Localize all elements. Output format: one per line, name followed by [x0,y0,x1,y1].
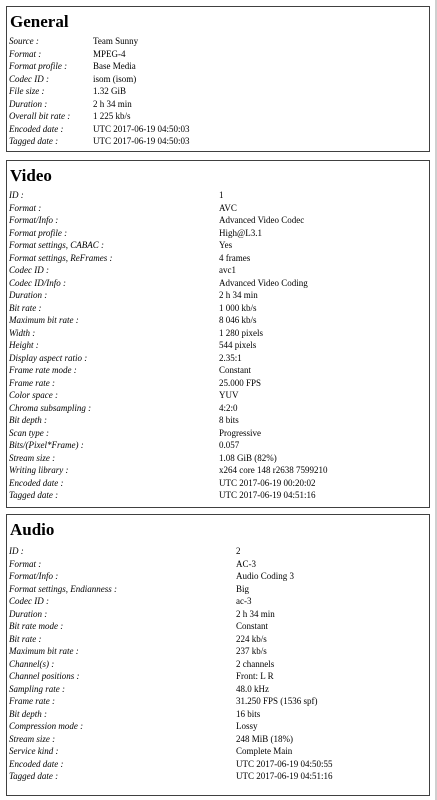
field-label: Frame rate mode : [9,365,77,375]
field-label: Bit rate mode : [9,621,64,631]
field-label: Stream size : [9,452,56,463]
field-value: 16 bits [236,708,261,719]
general-info-row [9,98,190,111]
general-info-row [9,135,190,148]
video-info-row [9,352,327,365]
field-label: Source : [9,36,39,46]
video-info-row [9,452,327,465]
video-info-row [9,364,327,377]
video-info-row [9,377,327,390]
field-label: Format settings, CABAC : [9,240,104,250]
video-table [9,189,327,502]
field-label: Format/Info : [9,215,59,225]
field-value: YUV [219,390,239,400]
field-label: Color space : [9,390,58,400]
field-value: 8 046 kb/s [219,315,257,325]
field-value: 1 000 kb/s [219,302,257,313]
field-label: Service kind : [9,746,59,756]
field-label: Codec ID : [9,73,49,84]
field-label: Maximum bit rate : [9,646,79,656]
field-label: Format : [9,48,42,59]
field-label: Encoded date : [9,123,64,134]
general-info-row [9,48,190,61]
field-label: Display aspect ratio : [9,352,88,363]
field-value: isom (isom) [93,73,137,84]
field-value: Constant [219,365,252,375]
field-label: Bit rate : [9,633,42,644]
field-value: Progressive [219,427,261,438]
field-label: Format : [9,558,42,569]
field-value: Yes [219,240,233,250]
audio-info-row [9,695,333,708]
audio-info-row [9,570,333,583]
field-value: 2 h 34 min [236,608,275,619]
field-value: 1.32 GiB [93,86,127,96]
video-info-row [9,264,327,277]
field-label: Channel(s) : [9,658,55,669]
audio-info-row [9,670,333,683]
video-info-row [9,439,327,452]
field-label: Duration : [9,98,48,109]
field-value: 2 h 34 min [93,98,132,109]
field-value: 2 channels [236,658,275,669]
general-info-row [9,85,190,98]
field-label: Frame rate : [9,696,55,706]
audio-info-row [9,758,333,771]
field-value: UTC 2017-06-19 04:51:16 [236,771,333,781]
field-label: Bit rate : [9,302,42,313]
field-label: Scan type : [9,427,49,438]
audio-info-row [9,645,333,658]
general-heading: General [10,12,69,31]
audio-info-row [9,658,333,671]
field-label: Chroma subsampling : [9,402,92,413]
field-value: 2 h 34 min [219,290,258,300]
field-value: 237 kb/s [236,646,267,656]
field-value: Audio Coding 3 [236,571,295,581]
general-info-row [9,123,190,136]
field-value: ac-3 [236,596,252,606]
field-label: Format/Info : [9,571,59,581]
field-label: Width : [9,327,36,338]
video-info-row [9,227,327,240]
field-value: 544 pixels [219,340,257,350]
field-label: Duration : [9,608,48,619]
audio-info-row [9,720,333,733]
field-label: Codec ID : [9,265,49,275]
general-info-row [9,60,190,73]
field-value: Base Media [93,61,136,71]
field-value: 2 [236,546,241,556]
field-label: ID : [9,190,24,200]
field-value: 2.35:1 [219,352,242,363]
video-info-row [9,189,327,202]
field-label: Height : [9,340,39,350]
video-info-row [9,302,327,315]
field-value: UTC 2017-06-19 04:50:55 [236,758,333,769]
general-section [6,6,430,152]
field-value: AVC [219,202,237,213]
field-label: Format settings, Endianness : [9,583,117,594]
field-value: Constant [236,621,269,631]
audio-info-row [9,633,333,646]
field-value: MPEG-4 [93,48,126,59]
field-label: Encoded date : [9,758,64,769]
general-info-row [9,35,190,48]
audio-table [9,545,333,783]
audio-info-row [9,708,333,721]
field-value: Team Sunny [93,36,139,46]
video-info-row [9,314,327,327]
field-label: Tagged date : [9,136,59,146]
field-label: Stream size : [9,733,56,744]
field-value: 0.057 [219,440,240,450]
general-table [9,35,190,148]
video-info-row [9,289,327,302]
field-label: File size : [9,86,45,96]
field-value: UTC 2017-06-19 04:50:03 [93,136,190,146]
field-value: 48.0 kHz [236,683,269,694]
field-value: Big [236,583,250,594]
audio-info-row [9,733,333,746]
video-info-row [9,389,327,402]
field-value: Front: L R [236,671,274,681]
field-label: ID : [9,546,24,556]
field-value: 248 MiB (18%) [236,733,293,744]
video-info-row [9,477,327,490]
video-info-row [9,339,327,352]
field-value: 4:2:0 [219,402,238,413]
audio-info-row [9,745,333,758]
general-info-row [9,73,190,86]
video-info-row [9,489,327,502]
field-value: AC-3 [236,558,256,569]
video-section [6,160,430,508]
field-label: Bits/(Pixel*Frame) : [9,440,84,450]
field-label: Compression mode : [9,721,84,731]
field-label: Bit depth : [9,415,47,425]
field-value: UTC 2017-06-19 00:20:02 [219,477,316,488]
field-label: Maximum bit rate : [9,315,79,325]
field-value: Advanced Video Coding [219,277,308,288]
video-info-row [9,202,327,215]
field-label: Codec ID/Info : [9,277,66,288]
video-info-row [9,277,327,290]
field-label: Format settings, ReFrames : [9,252,113,263]
field-value: x264 core 148 r2638 7599210 [219,465,328,475]
field-label: Format : [9,202,42,213]
field-label: Frame rate : [9,377,55,388]
video-info-row [9,427,327,440]
field-label: Tagged date : [9,490,59,500]
field-value: Advanced Video Codec [219,215,305,225]
field-label: Codec ID : [9,596,49,606]
audio-info-row [9,558,333,571]
general-info-row [9,110,190,123]
audio-info-row [9,545,333,558]
audio-section [6,514,430,796]
field-value: UTC 2017-06-19 04:51:16 [219,490,316,500]
field-label: Tagged date : [9,771,59,781]
field-value: Complete Main [236,746,293,756]
field-label: Sampling rate : [9,683,65,694]
audio-info-row [9,770,333,783]
field-label: Bit depth : [9,708,47,719]
field-value: Lossy [236,721,258,731]
video-info-row [9,402,327,415]
field-value: 1 280 pixels [219,327,263,338]
video-info-row [9,239,327,252]
video-info-row [9,327,327,340]
field-value: 8 bits [219,415,239,425]
video-info-row [9,464,327,477]
field-label: Duration : [9,290,48,300]
field-value: 4 frames [219,252,251,263]
field-value: avc1 [219,265,236,275]
audio-heading: Audio [10,520,55,539]
audio-info-row [9,620,333,633]
field-label: Format profile : [9,227,68,238]
video-heading: Video [10,166,52,185]
field-value: High@L3.1 [219,227,263,238]
audio-info-row [9,608,333,621]
field-value: UTC 2017-06-19 04:50:03 [93,123,190,134]
field-label: Channel positions : [9,671,80,681]
audio-info-row [9,583,333,596]
field-value: 224 kb/s [236,633,267,644]
video-info-row [9,252,327,265]
field-label: Encoded date : [9,477,64,488]
field-value: 1 225 kb/s [93,111,131,121]
audio-info-row [9,595,333,608]
field-value: 1.08 GiB (82%) [219,452,277,463]
video-info-row [9,414,327,427]
field-label: Overall bit rate : [9,111,71,121]
field-label: Writing library : [9,465,69,475]
field-value: 25.000 FPS [219,377,262,388]
audio-info-row [9,683,333,696]
field-label: Format profile : [9,61,68,71]
field-value: 1 [219,190,224,200]
video-info-row [9,214,327,227]
field-value: 31.250 FPS (1536 spf) [236,696,318,706]
